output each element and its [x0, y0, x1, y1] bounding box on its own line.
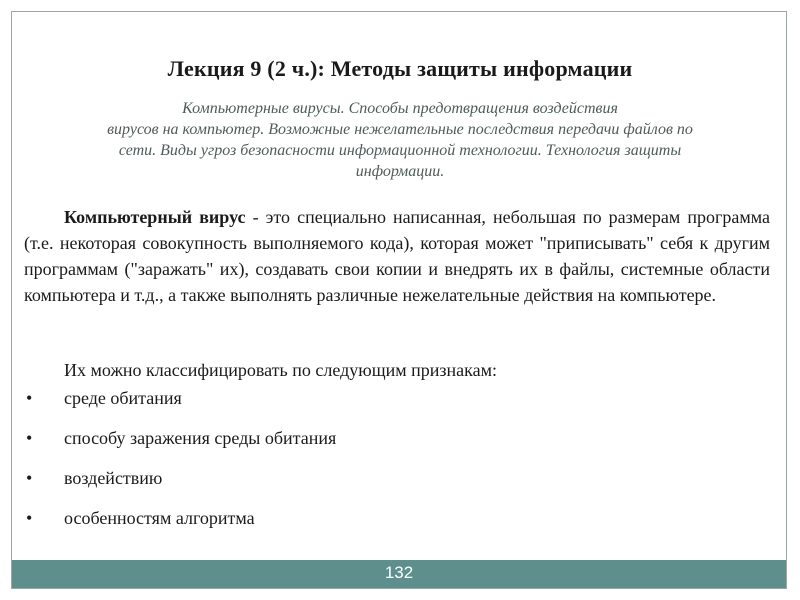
list-item [26, 508, 766, 548]
bullet-icon: • [26, 428, 33, 448]
subtitle-line: информации. [355, 163, 445, 180]
list-item-text: способу заражения среды обитания [64, 428, 337, 448]
list-item [26, 468, 766, 508]
list-item-text: особенностям алгоритма [64, 508, 255, 528]
list-item-text: среде обитания [64, 388, 182, 408]
subtitle-line: вирусов на компьютер. Возможные нежелательные последствия передачи файлов по [107, 121, 693, 138]
slide-subtitle [12, 98, 788, 182]
page-number: 132 [384, 563, 414, 582]
classification-intro: Их можно классифицировать по следующим признакам: [64, 360, 497, 380]
slide-title: Лекция 9 (2 ч.): Методы защиты информации [167, 56, 633, 81]
list-item [26, 388, 766, 428]
subtitle-line: Компьютерные вирусы. Способы предотвращения воздействия [182, 100, 618, 117]
bullet-icon: • [26, 388, 33, 408]
list-item-text: воздействию [64, 468, 163, 488]
slide [11, 11, 787, 589]
footer-bar [12, 560, 786, 588]
definition-text: - это специально написанная, небольшая по размерам программа (т.е. некоторая совокупность выполняемого кода), которая может "приписывать" себя к другим программам ("заражать" их), создавать свои копии и внедрять их в файлы, системные области компьютера и т.д., а также выполнять различные нежелательные действия на компьютере. [24, 207, 771, 305]
definition-paragraph [24, 204, 770, 308]
bullet-icon: • [26, 468, 33, 488]
list-item [26, 428, 766, 468]
classification-list [26, 388, 766, 548]
subtitle-line: сети. Виды угроз безопасности информационной технологии. Технология защиты [118, 142, 682, 159]
bullet-icon: • [26, 508, 33, 528]
definition-term: Компьютерный вирус [64, 207, 246, 227]
